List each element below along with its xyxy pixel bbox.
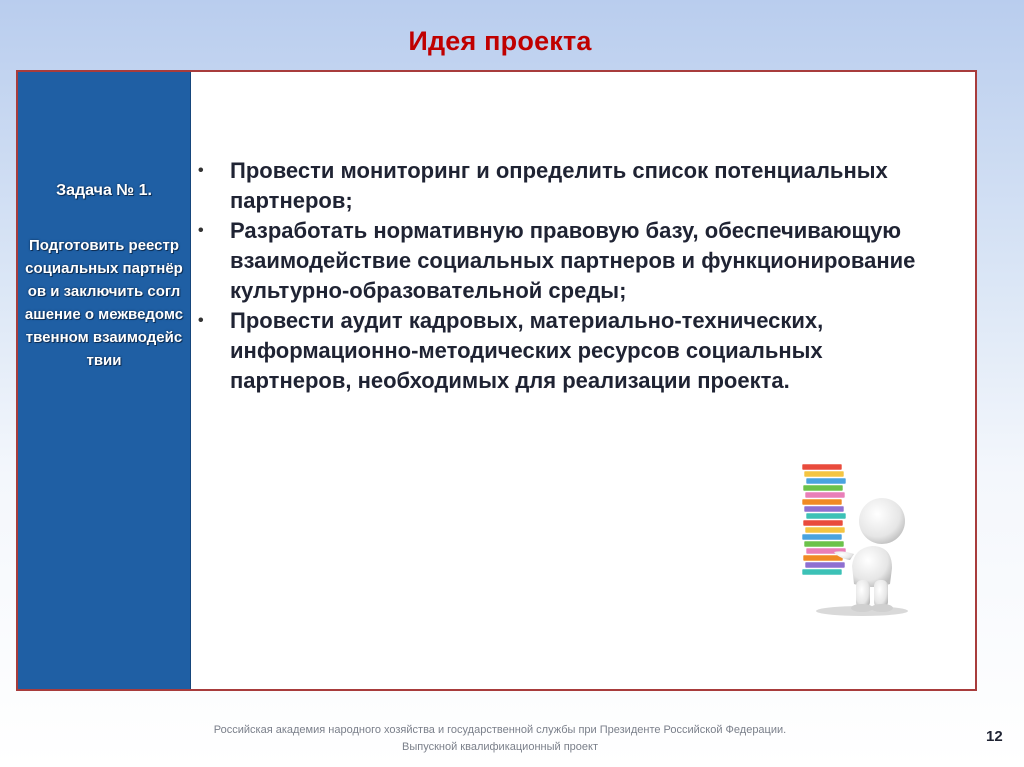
book (805, 492, 845, 498)
book (803, 520, 843, 526)
book (802, 569, 842, 575)
book-stack (802, 464, 846, 575)
bullet-dot-icon: • (198, 222, 204, 239)
footer-line-1: Российская академия народного хозяйства и государственной службы при Президенте Российской Федерации. (213, 724, 787, 736)
bullet-text: Провести аудит кадровых, материально-технических, информационно-методических ресурсов социальных партнеров, необходимых для реализации проекта. (230, 308, 824, 393)
book (804, 506, 844, 512)
figure-foot-right (871, 604, 893, 612)
bullet-text: Провести мониторинг и определить список потенциальных партнеров; (230, 158, 888, 213)
figure-body (852, 546, 892, 587)
book (806, 513, 846, 519)
bullet-list (190, 156, 935, 396)
bullet-dot-icon: • (198, 312, 204, 329)
bullet-item (190, 156, 935, 216)
book (804, 541, 844, 547)
footer (120, 722, 880, 756)
book (806, 478, 846, 484)
task-description: Подготовить реестр социальных партнёров и заключить соглашение о межведомственном взаимодействии (24, 237, 184, 369)
book (805, 527, 845, 533)
book (804, 471, 844, 477)
task-panel (18, 72, 191, 689)
slide-title: Идея проекта (408, 26, 592, 56)
bullet-item (190, 216, 935, 306)
bullet-item (190, 306, 935, 396)
bullet-dot-icon: • (198, 162, 204, 179)
figure-leg-left (856, 580, 870, 608)
figure-head (859, 498, 905, 544)
figure-leg-right (874, 580, 888, 608)
bullet-text: Разработать нормативную правовую базу, обеспечивающую взаимодействие социальных партнеров и функционирование культурно-образовательной среды; (230, 218, 916, 303)
page-number: 12 (986, 728, 1003, 745)
book (803, 555, 843, 561)
figure-foot-left (851, 604, 873, 612)
task-heading: Задача № 1. (56, 182, 152, 199)
book (802, 499, 842, 505)
book (803, 485, 843, 491)
book (802, 534, 842, 540)
book (802, 464, 842, 470)
footer-line-2: Выпускной квалификационный проект (402, 741, 598, 753)
figure-carrying-books-icon (782, 456, 922, 616)
book (805, 562, 845, 568)
